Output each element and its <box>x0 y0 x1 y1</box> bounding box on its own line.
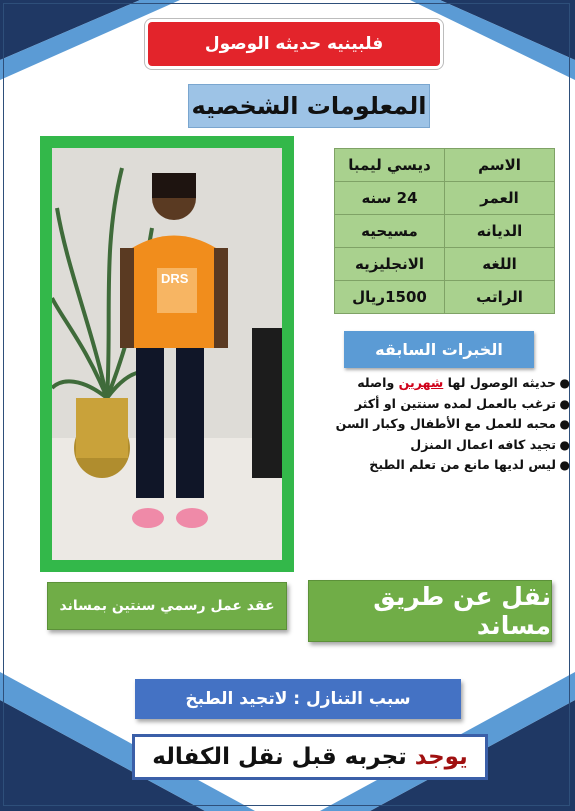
language-value: الانجليزيه <box>335 248 445 281</box>
personal-info-heading: المعلومات الشخصيه <box>188 84 430 128</box>
title-banner: فلبينيه حديثه الوصول <box>148 22 440 66</box>
list-item <box>306 373 570 394</box>
trial-note-highlight: يوجد <box>414 744 468 770</box>
trial-note-box <box>132 734 488 780</box>
trial-note-text: تجربه قبل نقل الكفاله <box>152 744 415 770</box>
salary-value: 1500ريال <box>335 281 445 314</box>
bullet-icon: ● <box>559 458 570 472</box>
list-item <box>306 435 570 456</box>
list-item <box>306 394 570 415</box>
photo-frame <box>40 136 294 572</box>
name-value: ديسي ليمبا <box>335 149 445 182</box>
shirt-text: DRS <box>161 271 189 286</box>
reason-box: سبب التنازل : لاتجيد الطبخ <box>135 679 461 719</box>
table-row <box>335 149 555 182</box>
experience-text: تجيد كافه اعمال المنزل <box>410 436 556 452</box>
experience-text: ترغب بالعمل لمده سنتين او أكثر <box>354 395 556 411</box>
religion-value: مسيحيه <box>335 215 445 248</box>
transfer-box: نقل عن طريق مساند <box>308 580 552 642</box>
age-label: العمر <box>445 182 555 215</box>
worker-photo <box>52 148 282 560</box>
bullet-icon: ● <box>559 417 570 431</box>
table-row <box>335 281 555 314</box>
experience-highlight: شهرين <box>398 375 444 390</box>
contract-box: عقد عمل رسمي سنتين بمساند <box>47 582 287 630</box>
experience-heading: الخبرات السابقه <box>344 331 534 368</box>
name-label: الاسم <box>445 149 555 182</box>
personal-info-table <box>334 148 555 314</box>
bullet-icon: ● <box>559 437 570 452</box>
language-label: اللغه <box>445 248 555 281</box>
experience-text: ليس لديها مانع من تعلم الطبخ <box>369 457 556 472</box>
age-value: 24 سنه <box>335 182 445 215</box>
bullet-icon: ● <box>559 376 570 390</box>
bullet-icon: ● <box>559 396 570 411</box>
experience-text: محبه للعمل مع الأطفال وكبار السن <box>335 416 556 431</box>
table-row <box>335 215 555 248</box>
experience-list <box>306 373 572 476</box>
salary-label: الراتب <box>445 281 555 314</box>
experience-text-end: واصله <box>357 375 399 390</box>
worker-illustration <box>52 148 282 560</box>
table-row <box>335 182 555 215</box>
table-row <box>335 248 555 281</box>
religion-label: الديانه <box>445 215 555 248</box>
list-item <box>306 414 570 435</box>
experience-text: حديثه الوصول لها <box>443 375 556 390</box>
list-item <box>306 455 570 476</box>
